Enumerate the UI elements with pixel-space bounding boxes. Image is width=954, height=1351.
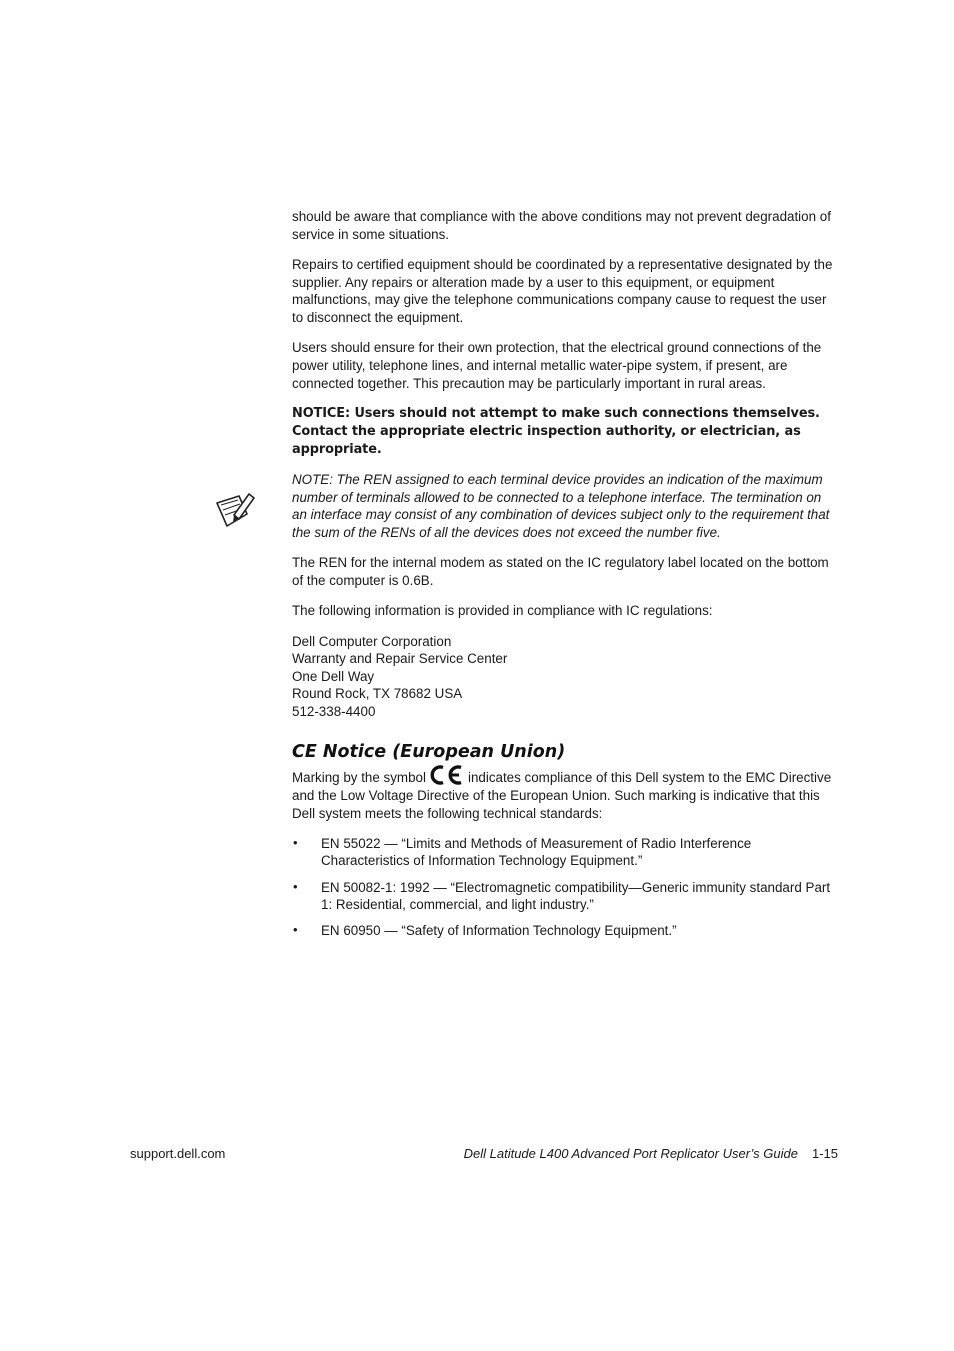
bullet-icon: •: [293, 878, 298, 894]
footer-title: Dell Latitude L400 Advanced Port Replicator User’s Guide: [463, 1146, 798, 1161]
ce-mark-icon: [428, 764, 464, 786]
address-line: Warranty and Repair Service Center: [292, 651, 508, 667]
ce-intro-before: Marking by the symbol: [292, 770, 426, 786]
paragraph-ce-intro: [292, 764, 838, 822]
notice-text: NOTICE: Users should not attempt to make such connections themselves. Contact the appropriate electric inspection authority, or electrician, as appropriate.: [292, 406, 820, 457]
paragraph-ic-info: The following information is provided in compliance with IC regulations:: [292, 603, 713, 619]
list-item: [292, 879, 838, 914]
main-content: [292, 208, 838, 949]
address-line: One Dell Way: [292, 668, 375, 684]
section-heading-ce-notice: CE Notice (European Union): [292, 742, 566, 763]
address-block: [292, 633, 838, 721]
page-number: 1-15: [811, 1146, 838, 1161]
paragraph-compliance: should be aware that compliance with the above conditions may not prevent degradation of service in some situations.: [292, 209, 831, 242]
list-item-text: EN 60950 — “Safety of Information Technology Equipment.”: [321, 923, 677, 939]
paragraph-repairs: Repairs to certified equipment should be coordinated by a representative designated by the supplier. Any repairs or alteration made by a user to this equipment, or equipment malfunctions, may give the telephone communications company cause to request the user to disconnect the equipment.: [292, 257, 833, 326]
list-item-text: EN 55022 — “Limits and Methods of Measurement of Radio Interference Characteristics of Information Technology Equipment.”: [321, 835, 752, 869]
address-line: Dell Computer Corporation: [292, 633, 452, 649]
ce-intro-after: indicates compliance of this Dell system to the EMC Directive and the Low Voltage Directive of the European Union. Such marking is indicative that this Dell system meets the following technical standards:: [292, 770, 832, 821]
paragraph-ground-connections: Users should ensure for their own protection, that the electrical ground connections of the power utility, telephone lines, and internal metallic water-pipe system, if present, are connected together. This precaution may be particularly important in rural areas.: [292, 340, 822, 391]
footer-website: support.dell.com: [130, 1146, 226, 1161]
note-pencil-icon: [215, 492, 255, 530]
address-line: Round Rock, TX 78682 USA: [292, 686, 463, 702]
note-text: NOTE: The REN assigned to each terminal device provides an indication of the maximum number of terminals allowed to be connected to a telephone interface. The termination on an interface may consist of any combination of devices subject only to the requirement that the sum of the RENs of all the devices does not exceed the number five.: [292, 471, 830, 540]
list-item-text: EN 50082-1: 1992 — “Electromagnetic compatibility—Generic immunity standard Part 1: Residential, commercial, and light industry.”: [321, 879, 831, 913]
address-line: 512-338-4400: [292, 703, 376, 719]
standards-list: [292, 835, 838, 941]
bullet-icon: •: [293, 922, 298, 938]
list-item: [292, 922, 838, 940]
paragraph-ren: The REN for the internal modem as stated on the IC regulatory label located on the bottom of the computer is 0.6B.: [292, 555, 829, 588]
list-item: [292, 835, 838, 870]
bullet-icon: •: [293, 834, 298, 850]
footer-guide-title: [464, 1145, 838, 1162]
